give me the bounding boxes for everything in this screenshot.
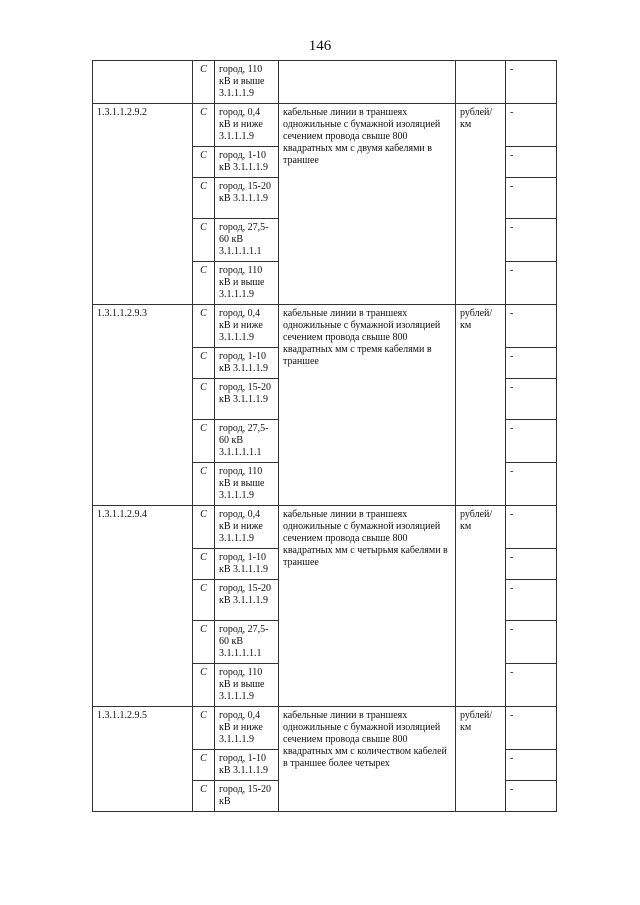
letter-cell: C (193, 348, 215, 379)
description-cell: кабельные линии в траншеях одножильные с бумажной изоляцией сечением провода свыше 800 квадратных мм с количеством кабелей в траншее более четырех (279, 707, 456, 812)
letter-cell: C (193, 750, 215, 781)
category-cell: город, 0,4 кВ и ниже 3.1.1.1.9 (215, 506, 279, 549)
value-cell: - (506, 750, 557, 781)
code-cell: 1.3.1.1.2.9.5 (93, 707, 193, 812)
value-cell: - (506, 664, 557, 707)
category-cell: город, 15-20 кВ (215, 781, 279, 812)
letter-cell: C (193, 707, 215, 750)
letter-cell: C (193, 781, 215, 812)
category-cell: город, 15-20 кВ 3.1.1.1.9 (215, 580, 279, 621)
category-cell: город, 1-10 кВ 3.1.1.1.9 (215, 147, 279, 178)
category-cell: город, 27,5-60 кВ 3.1.1.1.1.1 (215, 219, 279, 262)
letter-cell: C (193, 178, 215, 219)
code-cell: 1.3.1.1.2.9.3 (93, 305, 193, 506)
category-cell: город, 27,5-60 кВ 3.1.1.1.1.1 (215, 621, 279, 664)
letter-cell: C (193, 420, 215, 463)
code-cell: 1.3.1.1.2.9.4 (93, 506, 193, 707)
table-row (93, 707, 557, 750)
category-cell: город, 0,4 кВ и ниже 3.1.1.1.9 (215, 707, 279, 750)
value-cell: - (506, 379, 557, 420)
letter-cell: C (193, 621, 215, 664)
value-cell: - (506, 506, 557, 549)
category-cell: город, 1-10 кВ 3.1.1.1.9 (215, 549, 279, 580)
page-number: 146 (308, 38, 332, 54)
value-cell: - (506, 781, 557, 812)
value-cell: - (506, 262, 557, 305)
unit-cell (456, 61, 506, 104)
description-cell (279, 61, 456, 104)
letter-cell: C (193, 463, 215, 506)
value-cell: - (506, 305, 557, 348)
value-cell: - (506, 621, 557, 664)
table-row (93, 506, 557, 549)
letter-cell: C (193, 219, 215, 262)
category-cell: город, 110 кВ и выше 3.1.1.1.9 (215, 61, 279, 104)
value-cell: - (506, 549, 557, 580)
letter-cell: C (193, 506, 215, 549)
value-cell: - (506, 420, 557, 463)
unit-cell: рублей/ км (456, 707, 506, 812)
unit-cell: рублей/ км (456, 506, 506, 707)
code-cell: 1.3.1.1.2.9.2 (93, 104, 193, 305)
letter-cell: C (193, 305, 215, 348)
value-cell: - (506, 219, 557, 262)
letter-cell: C (193, 262, 215, 305)
category-cell: город, 110 кВ и выше 3.1.1.1.9 (215, 664, 279, 707)
category-cell: город, 27,5-60 кВ 3.1.1.1.1.1 (215, 420, 279, 463)
letter-cell: C (193, 580, 215, 621)
unit-cell: рублей/ км (456, 305, 506, 506)
category-cell: город, 110 кВ и выше 3.1.1.1.9 (215, 262, 279, 305)
value-cell: - (506, 61, 557, 104)
value-cell: - (506, 104, 557, 147)
letter-cell: C (193, 104, 215, 147)
table-row (93, 305, 557, 348)
value-cell: - (506, 463, 557, 506)
category-cell: город, 15-20 кВ 3.1.1.1.9 (215, 379, 279, 420)
category-cell: город, 1-10 кВ 3.1.1.1.9 (215, 348, 279, 379)
letter-cell: C (193, 664, 215, 707)
table-row (93, 104, 557, 147)
category-cell: город, 0,4 кВ и ниже 3.1.1.1.9 (215, 104, 279, 147)
value-cell: - (506, 178, 557, 219)
tariff-table (92, 60, 557, 812)
value-cell: - (506, 348, 557, 379)
table-row (93, 61, 557, 104)
category-cell: город, 0,4 кВ и ниже 3.1.1.1.9 (215, 305, 279, 348)
description-cell: кабельные линии в траншеях одножильные с бумажной изоляцией сечением провода свыше 800 квадратных мм с четырьмя кабелями в траншее (279, 506, 456, 707)
letter-cell: C (193, 549, 215, 580)
category-cell: город, 1-10 кВ 3.1.1.1.9 (215, 750, 279, 781)
unit-cell: рублей/ км (456, 104, 506, 305)
table-body (93, 61, 557, 812)
code-cell (93, 61, 193, 104)
value-cell: - (506, 580, 557, 621)
category-cell: город, 15-20 кВ 3.1.1.1.9 (215, 178, 279, 219)
value-cell: - (506, 147, 557, 178)
category-cell: город, 110 кВ и выше 3.1.1.1.9 (215, 463, 279, 506)
description-cell: кабельные линии в траншеях одножильные с бумажной изоляцией сечением провода свыше 800 квадратных мм с двумя кабелями в траншее (279, 104, 456, 305)
letter-cell: C (193, 379, 215, 420)
letter-cell: C (193, 147, 215, 178)
value-cell: - (506, 707, 557, 750)
description-cell: кабельные линии в траншеях одножильные с бумажной изоляцией сечением провода свыше 800 квадратных мм с тремя кабелями в траншее (279, 305, 456, 506)
letter-cell: C (193, 61, 215, 104)
